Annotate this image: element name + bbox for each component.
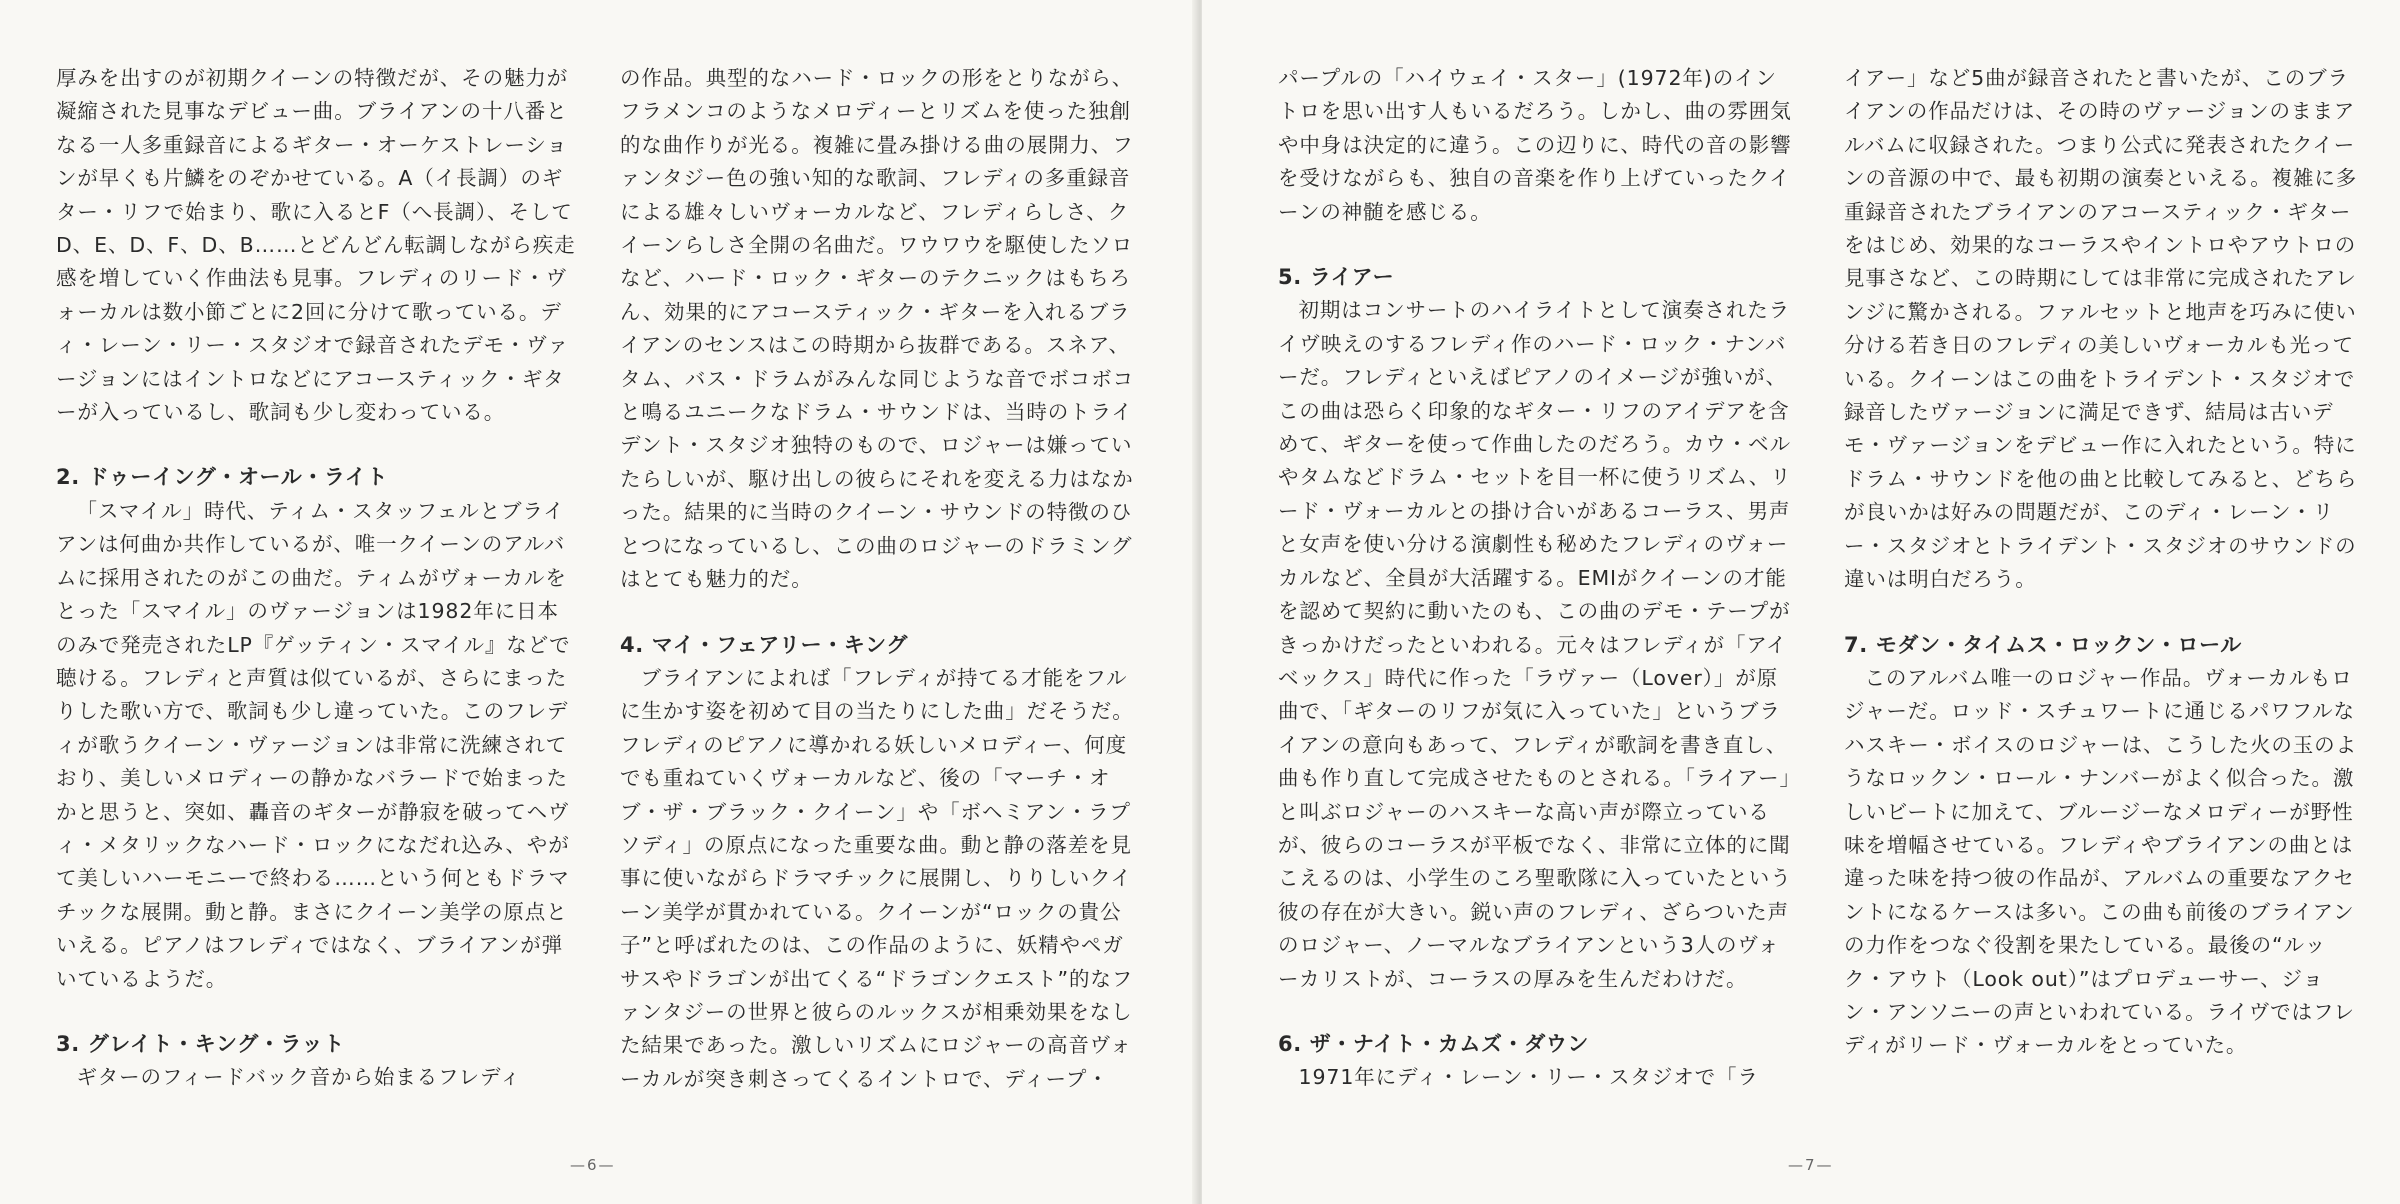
left-column-a [56,62,576,1095]
paragraph: 「スマイル」時代、ティム・スタッフェルとブライアンは何曲か共作しているが、唯一クイーンのアルバムに採用されたのがこの曲だ。ティムがヴォーカルをとった「スマイル」のヴァージョンは1982年に日本のみで発売されたLP『ゲッティン・スマイル』などで聴ける。フレディと声質は似ているが、さらにまったりした歌い方で、歌詞も少し違っていた。このフレディが歌うクイーン・ヴァージョンは非常に洗練されており、美しいメロディーの静かなバラードで始まったかと思うと、突如、轟音のギターが静寂を破ってヘヴィ・メタリックなハード・ロックになだれ込み、やがて美しいハーモニーで終わる……という何ともドラマチックな展開。動と静。まさにクイーン美学の原点といえる。ピアノはフレディではなく、ブライアンが弾いているようだ。 [56,498,571,991]
paragraph: 初期はコンサートのハイライトとして演奏されたライヴ映えのするフレディ作のハード・ロック・ナンバーだ。フレディといえばピアノのイメージが強いが、この曲は恐らく印象的なギター・リフのアイデアを含めて、ギターを使って作曲したのだろう。カウ・ベルやタムなどドラム・セットを目一杯に使うリズム、リード・ヴォーカルとの掛け合いがあるコーラス、男声と女声を使い分ける演劇性も秘めたフレディのヴォーカルなど、全員が大活躍する。EMIがクイーンの才能を認めて契約に動いたのも、この曲のデモ・テープがきっかけだったといわれる。元々はフレディが「アイベックス」時代に作った「ラヴァー（Lover）」が原曲で、「ギターのリフが気に入っていた」というブライアンの意向もあって、フレディが歌詞を書き直し、曲も作り直して完成させたものとされる。「ライアー」と叫ぶロジャーのハスキーな高い声が際立っているが、彼らのコーラスが平板でなく、非常に立体的に聞こえるのは、小学生のころ聖歌隊に入っていたという彼の存在が大きい。鋭い声のフレディ、ざらついた声のロジャー、ノーマルなブライアンという3人のヴォーカリストが、コーラスの厚みを生んだわけだ。 [1278,298,1792,991]
paragraph: ギターのフィードバック音から始まるフレディ [76,1065,522,1090]
left-column-b [620,62,1140,1096]
paragraph: ブライアンによれば「フレディが持てる才能をフルに生かす姿を初めて目の当たりにした曲」だそうだ。フレディのピアノに導かれる妖しいメロディー、何度でも重ねていくヴォーカルなど、後の「マーチ・オブ・ザ・ブラック・クイーン」や「ボヘミアン・ラプソディ」の原点になった重要な曲。動と静の落差を見事に使いながらドラマチックに展開し、りりしいクイーン美学が貫かれている。クイーンが“ロックの貴公子”と呼ばれたのは、この作品のように、妖精やペガサスやドラゴンが出てくる“ドラゴンクエスト”的なファンタジーの世界と彼らのルックスが相乗効果をなした結果であった。激しいリズムにロジャーの高音ヴォーカルが突き刺さってくるイントロで、ディープ・ [620,665,1134,1091]
paragraph: 厚みを出すのが初期クイーンの特徴だが、その魅力が凝縮された見事なデビュー曲。ブライアンの十八番となる一人多重録音によるギター・オーケストレーションが早くも片鱗をのぞかせている。A（イ長調）のギター・リフで始まり、歌に入るとF（へ長調）、そしてD、E、D、F、D、B……とどんどん転調しながら疾走感を増していく作曲法も見事。フレディのリード・ヴォーカルは数小節ごとに2回に分けて歌っている。ディ・レーン・リー・スタジオで録音されたデモ・ヴァージョンにはイントロなどにアコースティック・ギターが入っているし、歌詞も少し変わっている。 [56,66,576,425]
page-number: —7— [1788,1156,1834,1174]
paragraph: 1971年にディ・レーン・リー・スタジオで「ラ [1298,1065,1759,1090]
section-heading: 6. ザ・ナイト・カムズ・ダウン [1278,1031,1590,1056]
section-heading: 7. モダン・タイムス・ロックン・ロール [1844,632,2242,657]
page-number: —6— [570,1156,616,1174]
paragraph: の作品。典型的なハード・ロックの形をとりながら、フラメンコのようなメロディーとリズムを使った独創的な曲作りが光る。複雑に畳み掛ける曲の展開力、ファンタジー色の強い知的な歌詞、フレディの多重録音による雄々しいヴォーカルなど、フレディらしさ、クイーンらしさ全開の名曲だ。ワウワウを駆使したソロなど、ハード・ロック・ギターのテクニックはもちろん、効果的にアコースティック・ギターを入れるブライアンのセンスはこの時期から抜群である。スネア、タム、バス・ドラムがみんな同じような音でボコボコと鳴るユニークなドラム・サウンドは、当時のトライデント・スタジオ独特のもので、ロジャーは嫌っていたらしいが、駆け出しの彼らにそれを変える力はなかった。結果的に当時のクイーン・サウンドの特徴のひとつになっているし、この曲のロジャーのドラミングはとても魅力的だ。 [620,66,1135,592]
paragraph: このアルバム唯一のロジャー作品。ヴォーカルもロジャーだ。ロッド・スチュワートに通じるパワフルなハスキー・ボイスのロジャーは、こうした火の玉のようなロックン・ロール・ナンバーがよく似合った。激しいビートに加えて、ブルージーなメロディーが野性味を増幅させている。フレディやブライアンの曲とは違った味を持つ彼の作品が、アルバムの重要なアクセントになるケースは多い。この曲も前後のブライアンの力作をつなぐ役割を果たしている。最後の“ルック・アウト（Look out）”はプロデューサー、ジョン・アンソニーの声といわれている。ライヴではフレディがリード・ヴォーカルをとっていた。 [1844,665,2357,1058]
right-column-b [1844,62,2364,1063]
right-column-a [1278,62,1798,1095]
paragraph: イアー」など5曲が録音されたと書いたが、このブライアンの作品だけは、その時のヴァージョンのままアルバムに収録された。つまり公式に発表されたクイーンの音源の中で、最も初期の演奏といえる。複雑に多重録音されたブライアンのアコースティック・ギターをはじめ、効果的なコーラスやイントロやアウトロの見事さなど、この時期にしては非常に完成されたアレンジに驚かされる。ファルセットと地声を巧みに使い分ける若き日のフレディの美しいヴォーカルも光っている。クイーンはこの曲をトライデント・スタジオで録音したヴァージョンに満足できず、結局は古いデモ・ヴァージョンをデビュー作に入れたという。特にドラム・サウンドを他の曲と比較してみると、どちらが良いかは好みの問題だが、このディ・レーン・リー・スタジオとトライデント・スタジオのサウンドの違いは明白だろう。 [1844,66,2358,592]
section-heading: 3. グレイト・キング・ラット [56,1031,345,1056]
section-heading: 2. ドゥーイング・オール・ライト [56,465,389,490]
right-page [1202,0,2400,1204]
paragraph: パープルの「ハイウェイ・スター」(1972年)のイントロを思い出す人もいるだろう。しかし、曲の雰囲気や中身は決定的に違う。この辺りに、時代の音の影響を受けながらも、独自の音楽を作り上げていったクイーンの神髄を感じる。 [1278,66,1792,224]
section-heading: 4. マイ・フェアリー・キング [620,632,908,657]
section-heading: 5. ライアー [1278,265,1395,290]
left-page [0,0,1198,1204]
